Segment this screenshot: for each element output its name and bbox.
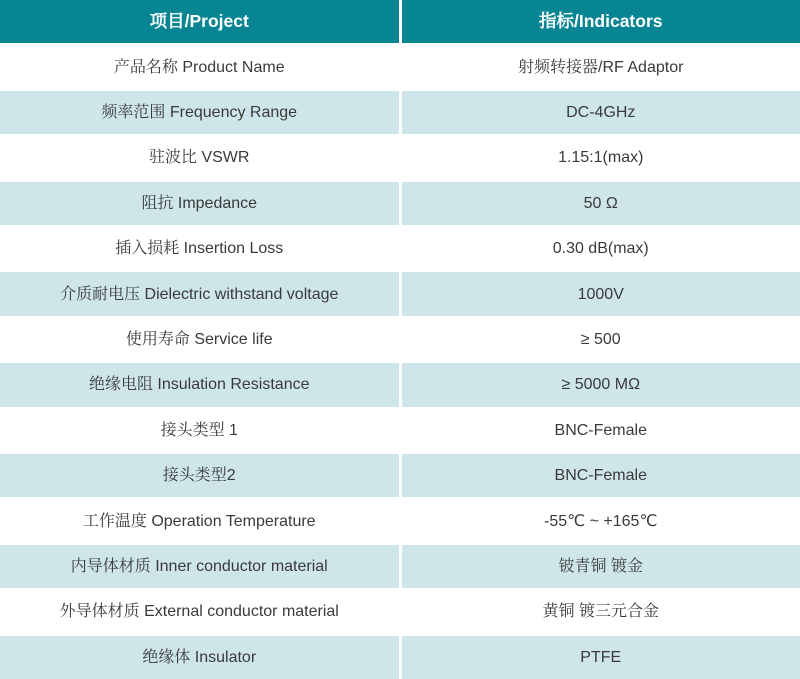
cell-project-frequency-range: 频率范围 Frequency Range: [0, 91, 399, 134]
cell-indicator-product-name: 射频转接器/RF Adaptor: [402, 45, 800, 88]
cell-indicator-insulator: PTFE: [402, 636, 800, 679]
cell-indicator-inner-conductor: 铍青铜 镀金: [402, 545, 800, 588]
cell-project-insulator: 绝缘体 Insulator: [0, 636, 399, 679]
cell-indicator-service-life: ≥ 500: [402, 318, 800, 361]
cell-project-insertion-loss: 插入损耗 Insertion Loss: [0, 227, 399, 270]
cell-indicator-insertion-loss: 0.30 dB(max): [402, 227, 800, 270]
cell-project-impedance: 阻抗 Impedance: [0, 182, 399, 225]
cell-indicator-operation-temperature: -55℃ ~ +165℃: [402, 499, 800, 542]
cell-indicator-frequency-range: DC-4GHz: [402, 91, 800, 134]
cell-project-inner-conductor: 内导体材质 Inner conductor material: [0, 545, 399, 588]
cell-project-vswr: 驻波比 VSWR: [0, 136, 399, 179]
cell-project-operation-temperature: 工作温度 Operation Temperature: [0, 499, 399, 542]
cell-indicator-impedance: 50 Ω: [402, 182, 800, 225]
cell-project-connector-type-1: 接头类型 1: [0, 409, 399, 452]
column-header-indicators: 指标/Indicators: [402, 0, 800, 43]
cell-indicator-withstand-voltage: 1000V: [402, 272, 800, 315]
cell-project-withstand-voltage: 介质耐电压 Dielectric withstand voltage: [0, 272, 399, 315]
cell-project-insulation-resistance: 绝缘电阻 Insulation Resistance: [0, 363, 399, 406]
cell-indicator-insulation-resistance: ≥ 5000 MΩ: [402, 363, 800, 406]
cell-indicator-connector-type-1: BNC-Female: [402, 409, 800, 452]
cell-project-external-conductor: 外导体材质 External conductor material: [0, 590, 399, 633]
cell-indicator-connector-type-2: BNC-Female: [402, 454, 800, 497]
cell-project-service-life: 使用寿命 Service life: [0, 318, 399, 361]
cell-indicator-vswr: 1.15:1(max): [402, 136, 800, 179]
cell-project-product-name: 产品名称 Product Name: [0, 45, 399, 88]
cell-project-connector-type-2: 接头类型2: [0, 454, 399, 497]
cell-indicator-external-conductor: 黄铜 镀三元合金: [402, 590, 800, 633]
column-header-project: 项目/Project: [0, 0, 399, 43]
